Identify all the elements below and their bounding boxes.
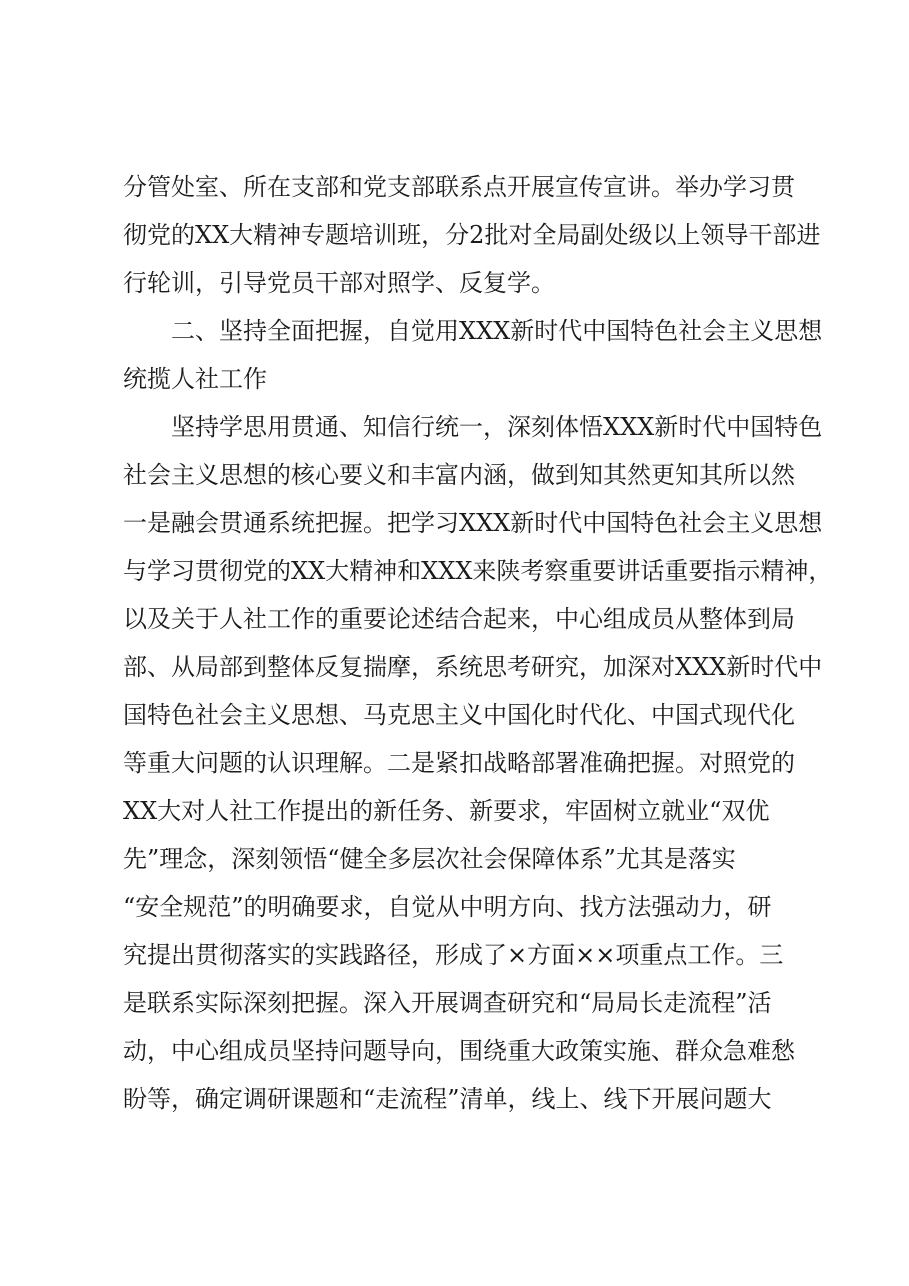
- text-line: 分管处室、所在支部和党支部联系点开展宣传宣讲。举办学习贯: [123, 173, 795, 201]
- text-line: XX大对人社工作提出的新任务、新要求，牢固树立就业“双优: [123, 797, 770, 825]
- section-heading-line: 二、坚持全面把握，自觉用XXX新时代中国特色社会主义思想: [171, 317, 823, 345]
- section-heading-line: 统揽人社工作: [123, 365, 267, 393]
- text-line: 部、从局部到整体反复揣摩，系统思考研究，加深对XXX新时代中: [123, 653, 823, 681]
- text-line: 以及关于人社工作的重要论述结合起来，中心组成员从整体到局: [123, 605, 795, 633]
- text-line: 与学习贯彻党的XX大精神和XXX来陕考察重要讲话重要指示精神，: [123, 557, 833, 585]
- text-line: 坚持学思用贯通、知信行统一，深刻体悟XXX新时代中国特色: [171, 413, 823, 441]
- text-line: “安全规范”的明确要求，自觉从中明方向、找方法强动力，研: [123, 893, 772, 921]
- text-line: 国特色社会主义思想、马克思主义中国化时代化、中国式现代化: [123, 701, 795, 729]
- text-line: 盼等，确定调研课题和“走流程”清单，线上、线下开展问题大: [123, 1085, 772, 1113]
- text-line: 是联系实际深刻把握。深入开展调查研究和“局局长走流程”活: [123, 989, 772, 1017]
- text-line: 动，中心组成员坚持问题导向，围绕重大政策实施、群众急难愁: [123, 1037, 795, 1065]
- text-line: 先”理念，深刻领悟“健全多层次社会保障体系”尤其是落实: [123, 845, 736, 873]
- text-line: 彻党的XX大精神专题培训班，分2批对全局副处级以上领导干部进: [123, 221, 821, 249]
- text-line: 行轮训，引导党员干部对照学、反复学。: [123, 269, 555, 297]
- text-line: 等重大问题的认识理解。二是紧扣战略部署准确把握。对照党的: [123, 749, 795, 777]
- text-line: 社会主义思想的核心要义和丰富内涵，做到知其然更知其所以然: [123, 461, 795, 489]
- text-line: 一是融会贯通系统把握。把学习XXX新时代中国特色社会主义思想: [123, 509, 823, 537]
- text-line: 究提出贯彻落实的实践路径，形成了×方面××项重点工作。三: [123, 941, 784, 969]
